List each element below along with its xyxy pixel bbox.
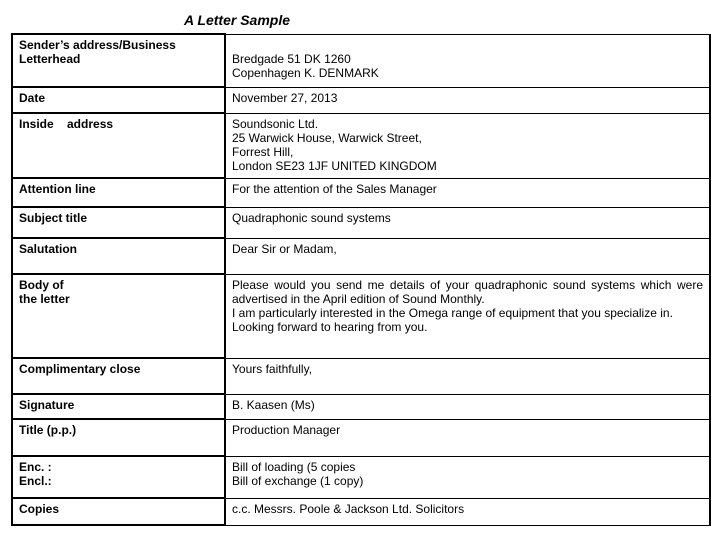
table-row: [12, 358, 710, 394]
row-value: B. Kaasen (Ms): [225, 394, 710, 419]
table-row: [12, 419, 710, 456]
row-value: Quadraphonic sound systems: [225, 207, 710, 238]
table-row: [12, 87, 710, 113]
table-row: [12, 207, 710, 238]
row-label: Subject title: [12, 207, 225, 238]
row-value: Yours faithfully,: [225, 358, 710, 394]
row-label: Attention line: [12, 178, 225, 207]
row-label: Complimentary close: [12, 358, 225, 394]
row-value: c.c. Messrs. Poole & Jackson Ltd. Solicitors: [225, 498, 710, 525]
row-value: Please would you send me details of your quadraphonic sound systems which were advertised in the April edition of Sound Monthly. I am particularly interested in the Omega range of equipment that you specialize in. Looking forward to hearing from you.: [225, 274, 710, 358]
row-value: Production Manager: [225, 419, 710, 456]
row-label: Date: [12, 87, 225, 113]
table-row: [12, 394, 710, 419]
row-value: November 27, 2013: [225, 87, 710, 113]
row-label: Signature: [12, 394, 225, 419]
row-label: Body of the letter: [12, 274, 225, 358]
row-label: Salutation: [12, 238, 225, 274]
row-label: Title (p.p.): [12, 419, 225, 456]
row-value: Bill of loading (5 copies Bill of exchange (1 copy): [225, 456, 710, 498]
table-row: [12, 456, 710, 498]
table-row: [12, 238, 710, 274]
letter-table: [11, 33, 711, 526]
row-value: Bredgade 51 DK 1260 Copenhagen K. DENMARK: [225, 34, 710, 87]
table-row: [12, 113, 710, 178]
row-label: Copies: [12, 498, 225, 525]
table-row: [12, 178, 710, 207]
row-label: Sender’s address/Business Letterhead: [12, 34, 225, 87]
table-row: [12, 274, 710, 358]
table-row: [12, 34, 710, 87]
row-label: Enc. : Encl.:: [12, 456, 225, 498]
table-row: [12, 498, 710, 525]
row-value: For the attention of the Sales Manager: [225, 178, 710, 207]
row-label: Inside address: [12, 113, 225, 178]
row-value: Soundsonic Ltd. 25 Warwick House, Warwick Street, Forrest Hill, London SE23 1JF UNITED KINGDOM: [225, 113, 710, 178]
document-title: A Letter Sample: [183, 12, 291, 28]
row-value: Dear Sir or Madam,: [225, 238, 710, 274]
